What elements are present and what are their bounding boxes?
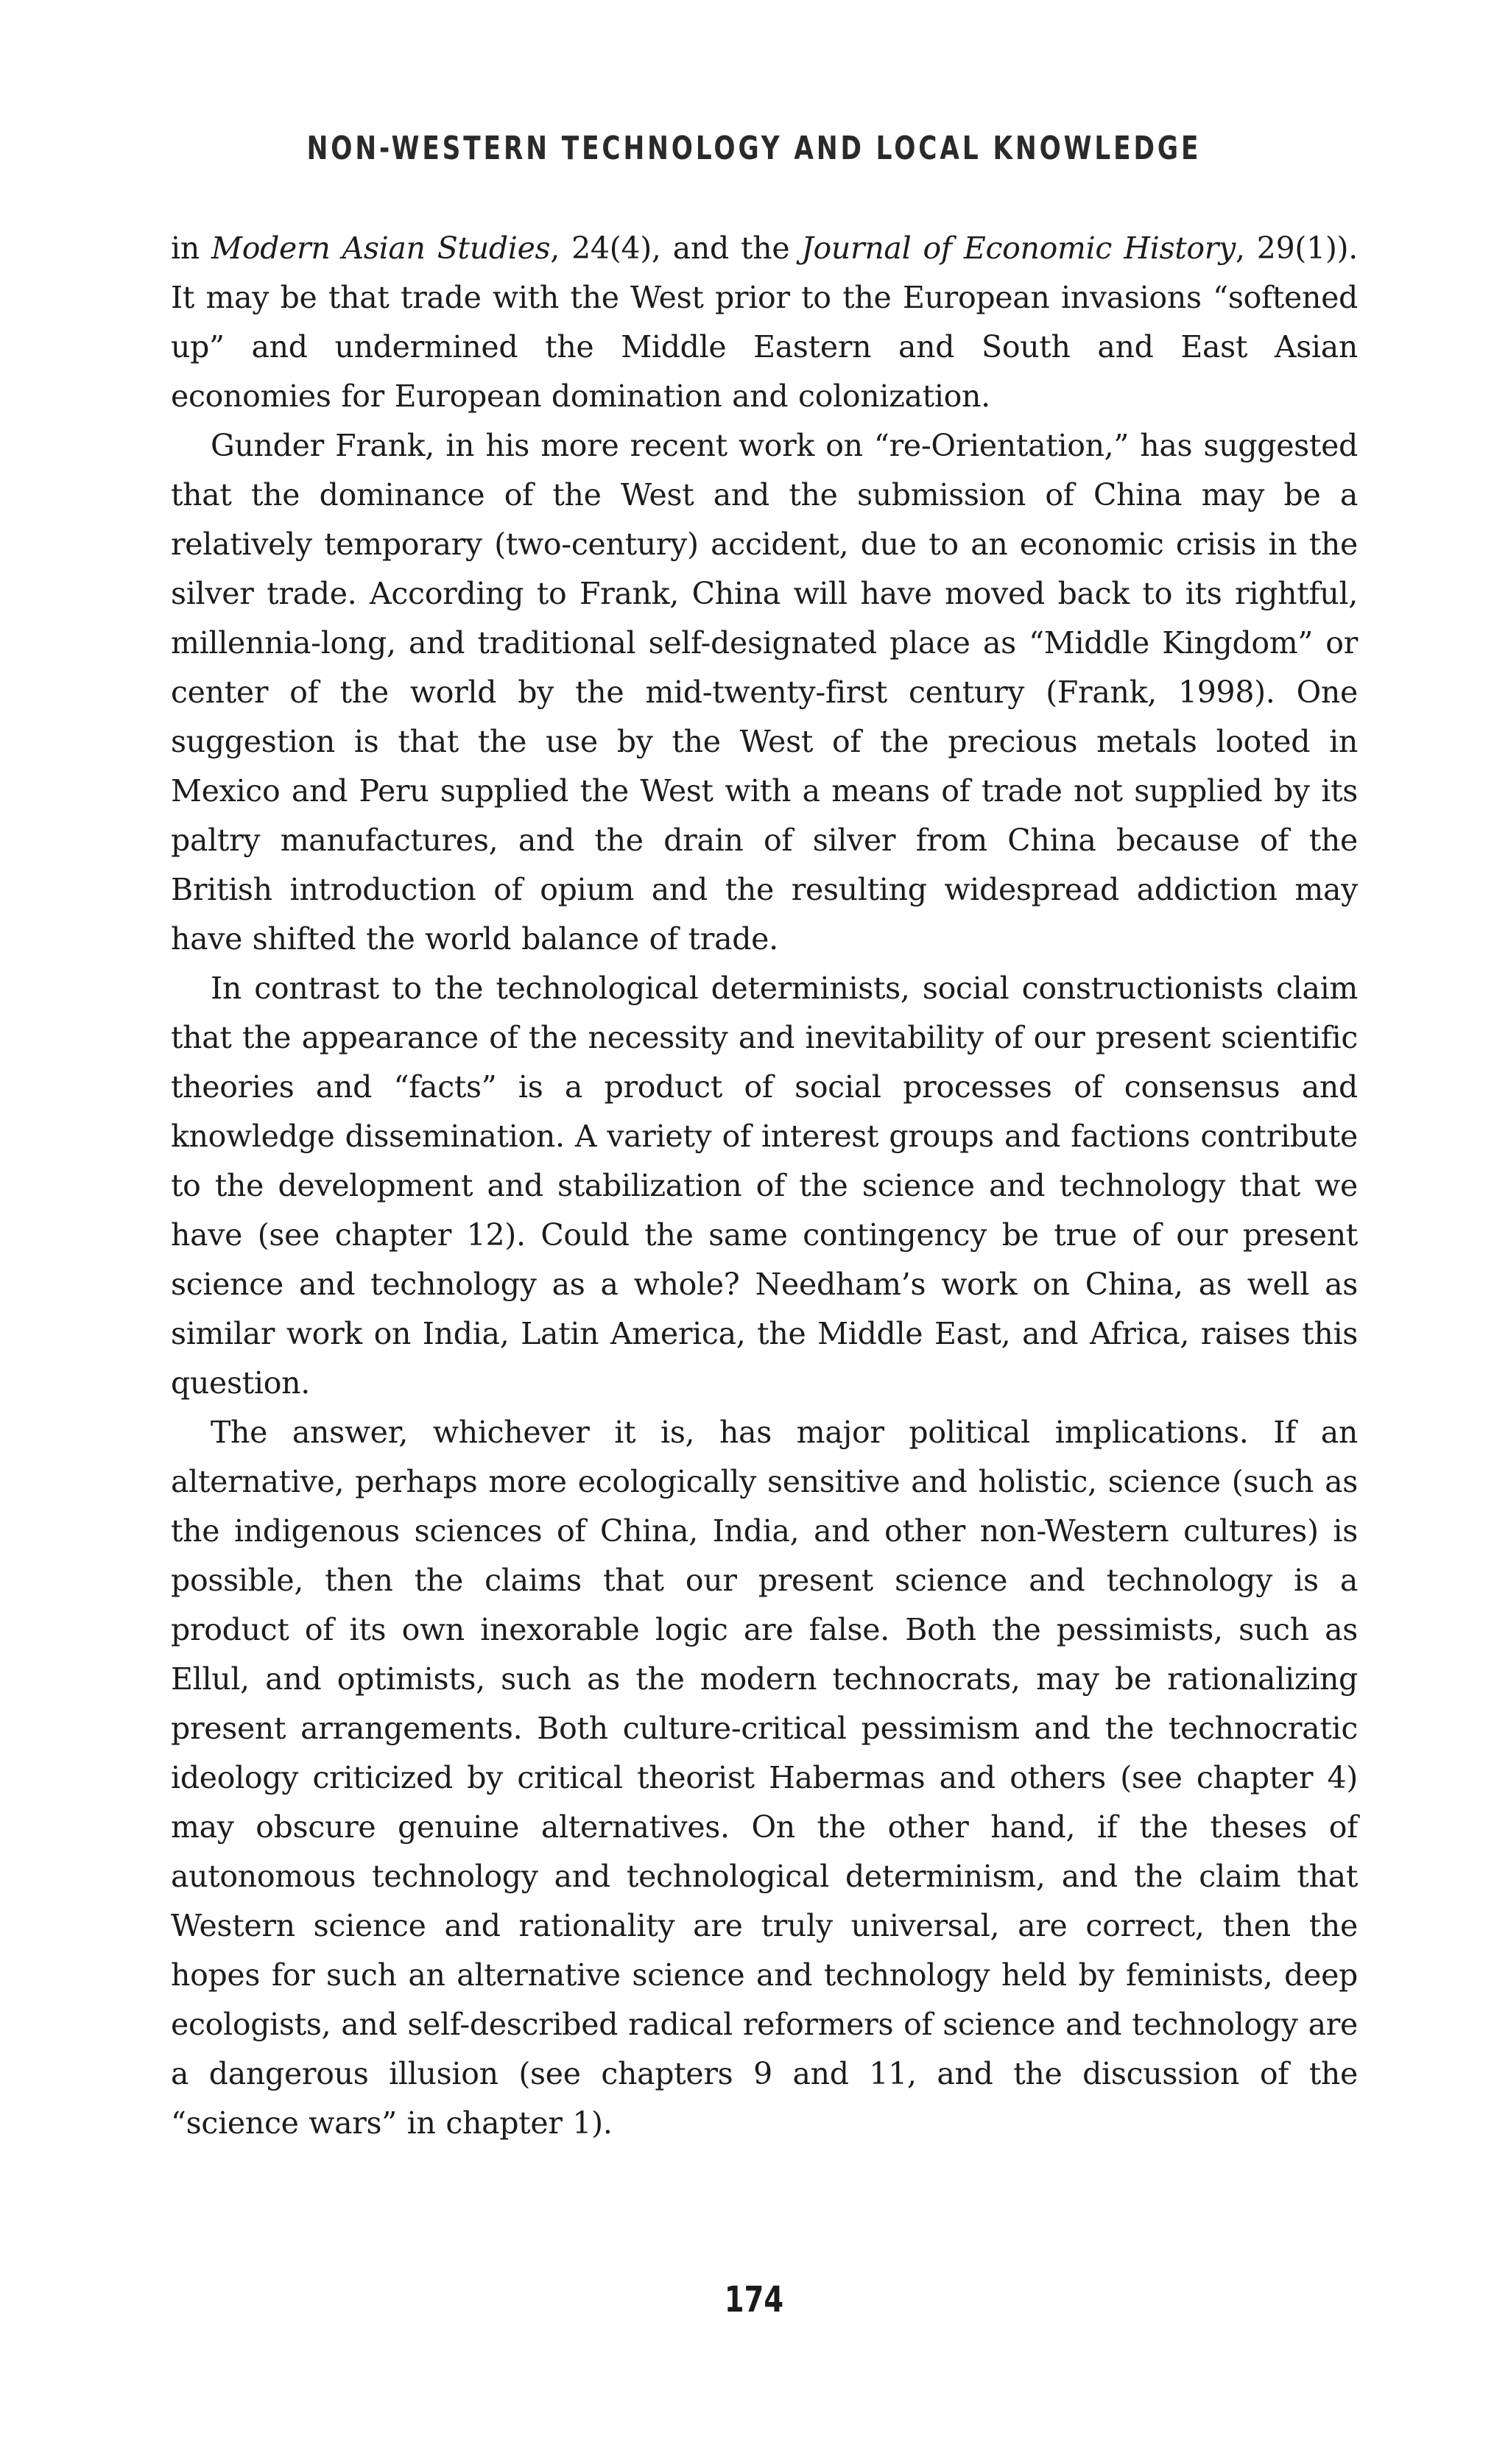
paragraph-4: The answer, whichever it is, has major political implications. If an alternative, perhaps more ecologically sensitive and holistic, science (such as the indigenous sciences of China, India, and other non-Western cultures) is possible, then the claims that our present science and technology is a product of its own inexorable logic are false. Both the pessimists, such as Ellul, and optimists, such as the modern technocrats, may be rationalizing present arrangements. Both culture-critical pessimism and the technocratic ideology criticized by critical theorist Habermas and others (see chapter 4) may obscure genuine alternatives. On the other hand, if the theses of autonomous technology and technological determinism, and the claim that Western science and rationality are truly universal, are correct, then the hopes for such an alternative science and technology held by feminists, deep ecologists, and self-described radical reformers of science and technology are a dangerous illusion (see chapters 9 and 11, and the discussion of the “science wars” in chapter 1). [171,1415,1358,2141]
p1-text-c: , 29(1)). It may be that trade with the West prior to the European invasions “softened up” and undermined the Middle Eastern and South and East Asian economies for European domination and colonization. [171,230,1358,414]
running-head: NON-WESTERN TECHNOLOGY AND LOCAL KNOWLEDGE [306,130,1202,167]
p1-text-a: in [171,230,212,266]
paragraph-3: In contrast to the technological determinists, social constructionists claim that the appearance of the necessity and inevitability of our present scientific theories and “facts” is a product of social processes of consensus and knowledge dissemination. A variety of interest groups and factions contribute to the development and stabilization of the science and technology that we have (see chapter 12). Could the same contingency be true of our present science and technology as a whole? Needham’s work on China, as well as similar work on India, Latin America, the Middle East, and Africa, raises this question. [171,971,1358,1401]
p1-journal-modern-asian-studies: Modern Asian Studies [211,230,551,266]
paragraph-1 [171,224,1358,421]
body-text [171,224,1358,2148]
paragraph-2: Gunder Frank, in his more recent work on “re-Orientation,” has suggested that the dominance of the West and the submission of China may be a relatively temporary (two-century) accident, due to an economic crisis in the silver trade. According to Frank, China will have moved back to its rightful, millennia-long, and traditional self-designated place as “Middle Kingdom” or center of the world by the mid-twenty-first century (Frank, 1998). One suggestion is that the use by the West of the precious metals looted in Mexico and Peru supplied the West with a means of trade not supplied by its paltry manufactures, and the drain of silver from China because of the British introduction of opium and the resulting widespread addiction may have shifted the world balance of trade. [171,428,1358,957]
p1-text-b: , 24(4), and the [550,230,802,266]
p1-journal-economic-history: Journal of Economic History [801,230,1236,266]
page-number: 174 [724,2279,784,2320]
